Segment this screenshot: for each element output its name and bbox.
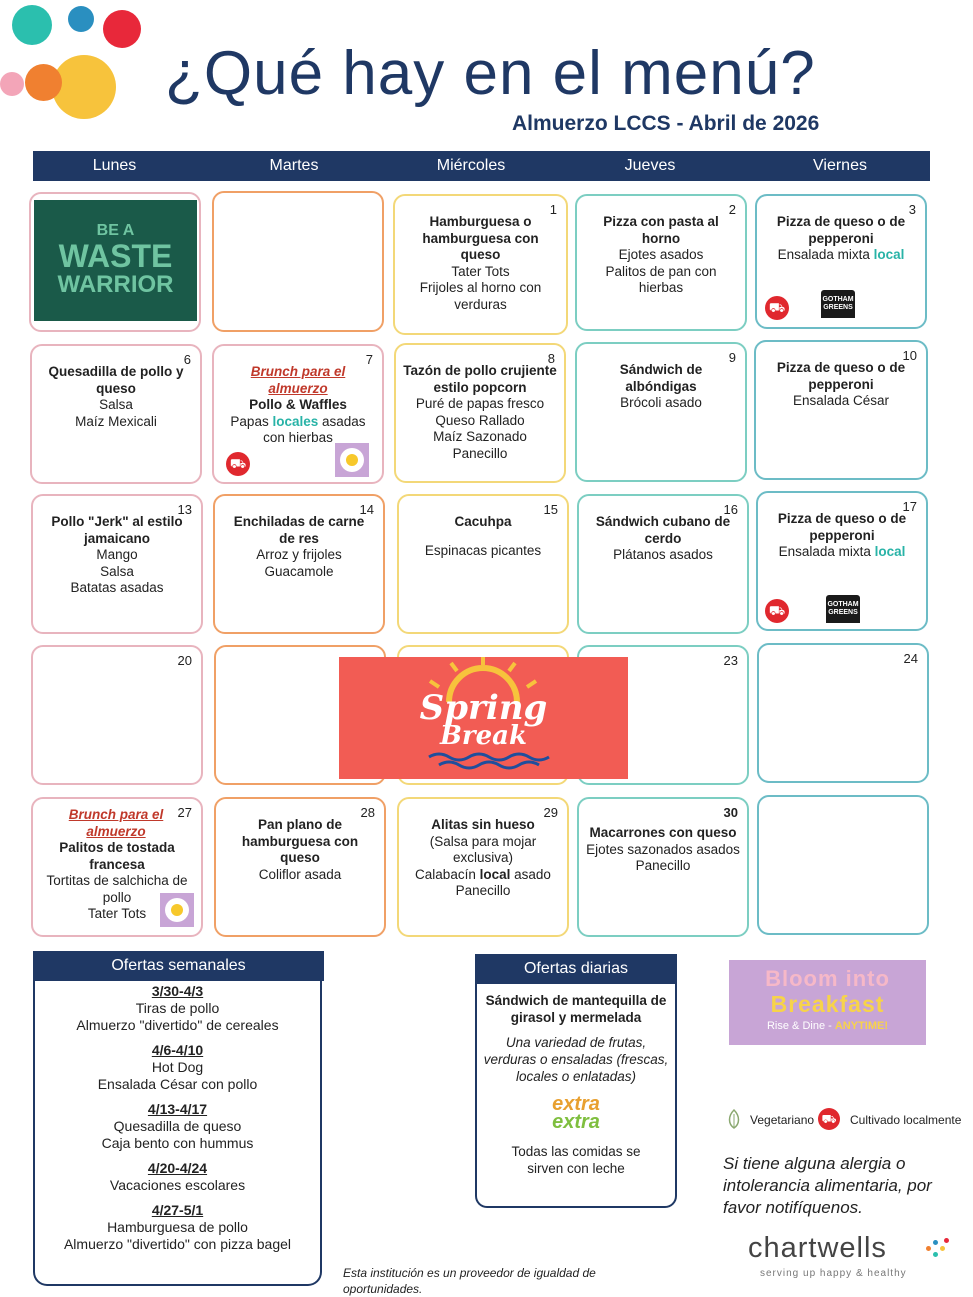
day-number: 2 xyxy=(728,202,736,217)
main-dish: Pan plano de hamburguesa con queso xyxy=(241,817,359,865)
cell-day-7 xyxy=(212,344,384,484)
cell-day-2 xyxy=(575,194,747,331)
cell-day-3 xyxy=(755,194,927,329)
daily-offers-panel xyxy=(475,984,677,1208)
cell-day-9 xyxy=(575,342,747,482)
spring-text: Spring xyxy=(419,688,548,728)
side-dish: Ejotes sazonados asados xyxy=(586,841,740,857)
day-thursday: Jueves xyxy=(624,157,676,174)
decor-dot-red xyxy=(103,10,141,48)
side-dish: Maíz Sazonado xyxy=(433,429,527,444)
bloom-breakfast-banner xyxy=(729,960,926,1045)
day-number: 16 xyxy=(723,502,738,517)
main-dish: Cacuhpa xyxy=(454,514,512,529)
leaf-icon xyxy=(726,1108,742,1130)
week-item: Caja bento con hummus xyxy=(101,1135,254,1151)
bloom-tagline: Rise & Dine - ANYTIME! xyxy=(766,1020,889,1032)
side-dish: Ejotes asados xyxy=(618,247,704,262)
side-dish: Mango xyxy=(96,547,138,562)
side-dish: Batatas asadas xyxy=(70,580,164,595)
day-tuesday: Martes xyxy=(269,157,319,174)
week-range: 4/13-4/17 xyxy=(147,1101,208,1117)
waste-line3: WARRIOR xyxy=(57,271,174,298)
page-title: ¿Qué hay en el menú? xyxy=(165,39,816,108)
brunch-label: Brunch para el almuerzo xyxy=(68,807,164,839)
gotham-greens-logo: GOTHAM GREENS xyxy=(826,595,860,623)
day-number: 1 xyxy=(549,202,557,217)
side-dish xyxy=(220,414,376,447)
weekday-header xyxy=(33,151,930,181)
day-number: 15 xyxy=(543,502,558,517)
day-number: 6 xyxy=(183,352,191,367)
side-dish xyxy=(405,867,561,884)
decor-dot-orange xyxy=(25,64,62,101)
day-number: 24 xyxy=(903,651,918,666)
day-number: 9 xyxy=(728,350,736,365)
cell-day-6 xyxy=(30,344,202,484)
cell-day-14 xyxy=(213,494,385,634)
cell-day-8 xyxy=(394,343,566,483)
day-number: 14 xyxy=(359,502,374,517)
local-highlight: local xyxy=(873,247,905,262)
side-dish: Coliflor asada xyxy=(258,866,342,882)
week-item: Ensalada César con pollo xyxy=(97,1076,258,1092)
local-highlight: local xyxy=(874,544,906,559)
main-dish: Sándwich de albóndigas xyxy=(619,362,703,394)
cell-day-20 xyxy=(31,645,203,785)
cell-day-13 xyxy=(31,494,203,634)
day-number: 3 xyxy=(908,202,916,217)
tractor-icon: ⛟ xyxy=(765,599,789,623)
side-dish: Arroz y frijoles xyxy=(256,547,342,562)
chartwells-logo: chartwells xyxy=(748,1232,887,1264)
main-dish: Quesadilla de pollo y queso xyxy=(48,364,184,396)
legend-vegetarian: Vegetariano xyxy=(750,1113,815,1127)
side-dish: (Salsa para mojar exclusiva) xyxy=(429,833,537,865)
side-dish: Salsa xyxy=(99,397,133,412)
day-number: 8 xyxy=(547,351,555,366)
side-dish: Salsa xyxy=(100,563,134,579)
brunch-label: Brunch para el almuerzo xyxy=(250,364,346,396)
side-dish: Espinacas picantes xyxy=(424,542,542,558)
week-item: Quesadilla de queso xyxy=(113,1118,242,1134)
legend-local: Cultivado localmente xyxy=(850,1113,962,1127)
cell-day-15 xyxy=(397,494,569,634)
cell-day-27 xyxy=(31,797,203,937)
main-dish: Tazón de pollo crujiente estilo popcorn xyxy=(403,363,557,395)
side-dish: Plátanos asados xyxy=(613,547,713,562)
daily-footer: Todas las comidas se sirven con leche xyxy=(511,1144,641,1176)
week-item: Vacaciones escolares xyxy=(109,1177,246,1193)
week-item: Tiras de pollo xyxy=(135,1000,220,1016)
main-dish: Alitas sin hueso xyxy=(431,817,535,832)
main-dish: Sándwich cubano de cerdo xyxy=(595,514,731,546)
local-highlight: locales xyxy=(272,413,319,429)
week-range: 4/20-4/24 xyxy=(147,1160,208,1176)
side-text: asado xyxy=(514,866,551,882)
waste-line2: WASTE xyxy=(58,238,173,274)
cell-empty xyxy=(212,191,384,332)
main-dish: Pollo "Jerk" al estilo jamaicano xyxy=(51,514,183,546)
cell-day-10 xyxy=(754,340,928,480)
side-dish: Tater Tots xyxy=(451,263,510,279)
side-text: Papas xyxy=(230,413,269,429)
day-number: 20 xyxy=(177,653,192,668)
cell-day-30 xyxy=(577,797,749,937)
side-dish: Ensalada César xyxy=(792,393,890,408)
day-monday: Lunes xyxy=(92,157,137,174)
bloom-line2: Breakfast xyxy=(770,991,885,1017)
weekly-offers-header: Ofertas semanales xyxy=(33,951,324,981)
spring-break-banner xyxy=(339,657,628,779)
decor-dot-blue xyxy=(68,6,94,32)
daily-note: Una variedad de frutas, verduras o ensaladas (frescas, locales o enlatadas) xyxy=(483,1035,669,1084)
break-text: Break xyxy=(439,721,528,751)
tractor-icon: ⛟ xyxy=(818,1108,840,1130)
chartwells-tagline: serving up happy & healthy xyxy=(760,1268,907,1279)
main-dish: Enchiladas de carne de res xyxy=(233,514,365,546)
side-dish: Frijoles al horno con verduras xyxy=(419,280,542,312)
week-range: 4/27-5/1 xyxy=(151,1202,204,1218)
main-dish: Pizza con pasta al horno xyxy=(603,214,719,246)
chartwells-dots-icon xyxy=(926,1238,952,1262)
side-dish: Panecillo xyxy=(452,445,508,461)
decor-dot-yellow xyxy=(52,55,116,119)
side-dish: Maíz Mexicali xyxy=(75,413,157,429)
week-item: Almuerzo "divertido" con pizza bagel xyxy=(63,1236,292,1252)
cell-day-28 xyxy=(214,797,386,937)
day-number: 10 xyxy=(902,348,917,363)
side-text: Ensalada mixta xyxy=(777,247,870,262)
week-block xyxy=(35,1160,320,1194)
week-item: Hot Dog xyxy=(151,1059,204,1075)
week-block xyxy=(35,1042,320,1093)
day-number: 27 xyxy=(177,805,192,820)
waste-warrior-banner xyxy=(34,200,197,321)
decor-dot-pink xyxy=(0,72,24,96)
day-number: 28 xyxy=(360,805,375,820)
day-number: 7 xyxy=(365,352,373,367)
main-dish: Pollo & Waffles xyxy=(249,397,347,412)
main-dish: Pizza de queso o de pepperoni xyxy=(777,511,907,543)
side-dish: Brócoli asado xyxy=(620,395,702,410)
decor-dot-teal xyxy=(12,5,52,45)
side-dish: Queso Rallado xyxy=(435,412,525,428)
day-number: 17 xyxy=(902,499,917,514)
side-dish: Puré de papas fresco xyxy=(415,396,545,411)
side-dish xyxy=(763,247,919,264)
week-range: 3/30-4/3 xyxy=(151,983,204,999)
egg-icon xyxy=(335,443,369,477)
week-block xyxy=(35,1202,320,1253)
side-text: asadas con hierbas xyxy=(263,413,366,445)
day-number: 23 xyxy=(723,653,738,668)
extra-extra-logo: extra extra xyxy=(552,1093,600,1133)
day-friday: Viernes xyxy=(813,157,867,174)
week-block xyxy=(35,983,320,1034)
cell-day-29 xyxy=(397,797,569,937)
side-text: Calabacín xyxy=(415,866,476,882)
cell-day-24 xyxy=(757,643,929,783)
allergy-note: Si tiene alguna alergia o intolerancia alimentaria, por favor notifíquenos. xyxy=(723,1154,932,1217)
egg-icon xyxy=(160,893,194,927)
cell-empty xyxy=(757,795,929,935)
side-dish: Guacamole xyxy=(264,563,334,579)
week-item: Hamburguesa de pollo xyxy=(107,1219,248,1235)
week-item: Almuerzo "divertido" de cereales xyxy=(76,1017,279,1033)
equal-opportunity-note: Esta institución es un proveedor de igualdad de oportunidades. xyxy=(343,1266,596,1296)
cell-day-17 xyxy=(756,491,928,631)
side-dish: Panecillo xyxy=(635,858,691,873)
tractor-icon: ⛟ xyxy=(226,452,250,476)
day-wednesday: Miércoles xyxy=(436,157,506,174)
side-text: Ensalada mixta xyxy=(778,544,871,559)
week-range: 4/6-4/10 xyxy=(151,1042,204,1058)
week-block xyxy=(35,1101,320,1152)
page-subtitle: Almuerzo LCCS - Abril de 2026 xyxy=(512,112,820,135)
side-dish: Panecillo xyxy=(455,883,511,898)
side-dish: Tortitas de salchicha de pollo xyxy=(46,873,188,905)
cell-day-16 xyxy=(577,494,749,634)
main-dish: Pizza de queso o de pepperoni xyxy=(776,360,906,392)
main-dish: Hamburguesa o hamburguesa con queso xyxy=(422,214,539,262)
bloom-line1: Bloom into xyxy=(765,966,890,991)
waste-line1: BE A xyxy=(96,222,135,239)
weekly-offers-panel xyxy=(33,981,322,1286)
side-dish: Palitos de pan con hierbas xyxy=(605,263,717,295)
local-highlight: local xyxy=(479,866,511,882)
day-number: 30 xyxy=(723,805,738,820)
tractor-icon: ⛟ xyxy=(765,296,789,320)
day-number: 29 xyxy=(543,805,558,820)
gotham-greens-logo: GOTHAM GREENS xyxy=(821,290,855,318)
cell-day-1 xyxy=(393,194,568,335)
daily-main: Sándwich de mantequilla de girasol y mermelada xyxy=(485,993,667,1025)
side-dish: Tater Tots xyxy=(87,906,147,921)
main-dish: Pizza de queso o de pepperoni xyxy=(776,214,906,246)
main-dish: Macarrones con queso xyxy=(589,825,737,840)
main-dish: Palitos de tostada francesa xyxy=(59,840,175,872)
daily-offers-header: Ofertas diarias xyxy=(475,954,677,984)
side-dish xyxy=(764,544,920,561)
day-number: 13 xyxy=(177,502,192,517)
